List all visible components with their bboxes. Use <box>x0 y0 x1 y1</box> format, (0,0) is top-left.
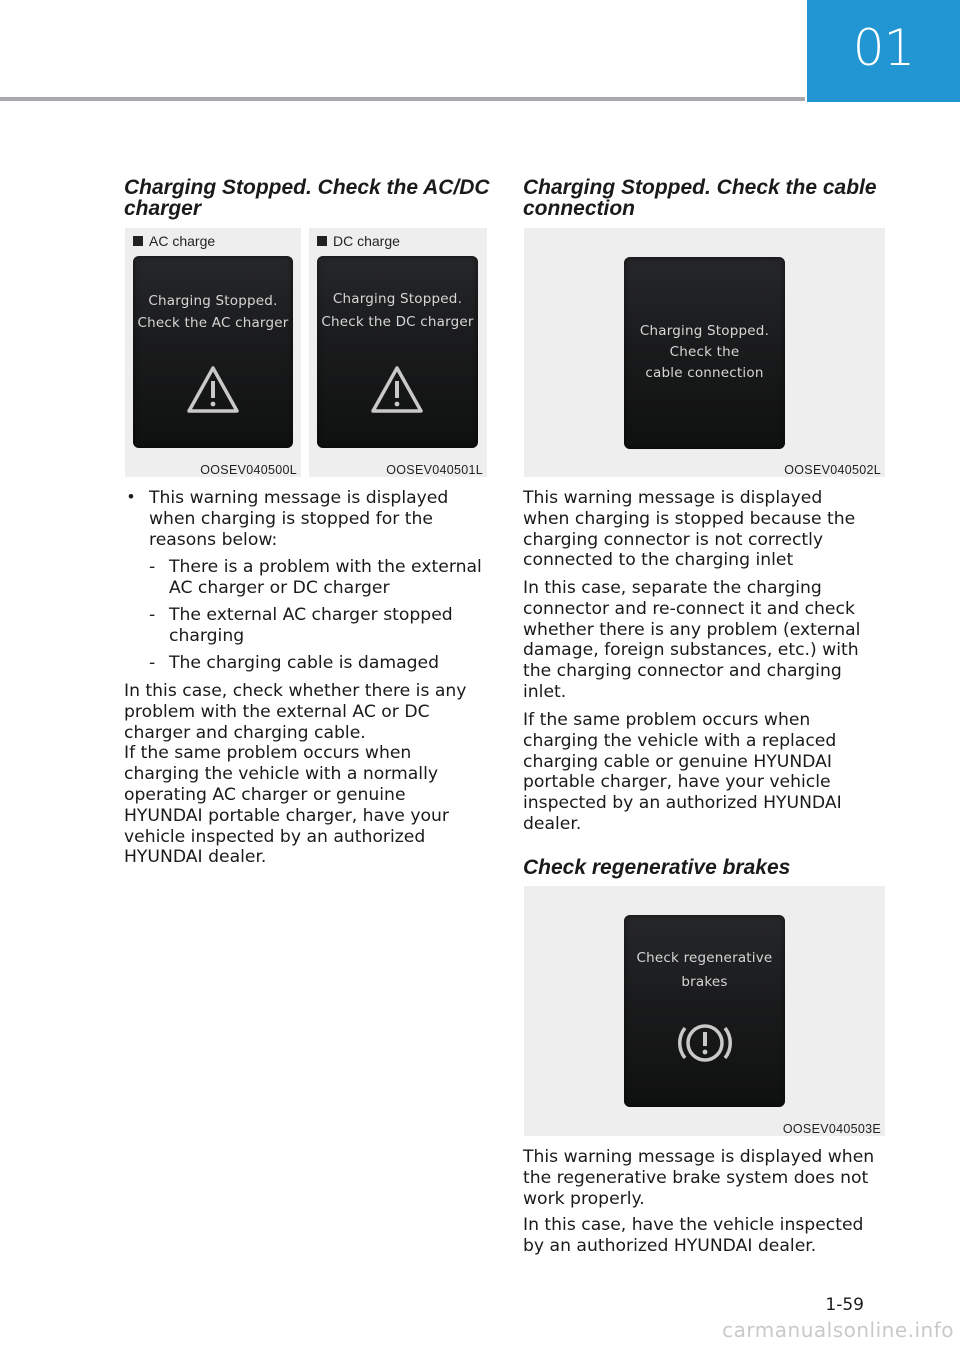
cluster-screen-dc <box>317 256 478 448</box>
sub-item-3: The charging cable is damaged <box>169 653 440 673</box>
square-bullet-icon <box>133 236 143 246</box>
bullet-icon: • <box>128 487 134 506</box>
screen-msg-line2: Check the AC charger <box>137 315 289 331</box>
figure-ac-charge <box>125 228 301 477</box>
figure-code: OOSEV040503E <box>782 1122 881 1136</box>
screen-msg-line1: Charging Stopped. <box>639 323 770 339</box>
section-heading-cable: Charging Stopped. Check the cable connection <box>523 176 877 220</box>
body-paragraph-3: If the same problem occurs when charging the vehicle with a replaced charging cable or genuine HYUNDAI portable charger, have your vehicle inspected by an authorized HYUNDAI dealer. <box>523 710 842 834</box>
figure-code: OOSEV040500L <box>200 463 297 477</box>
bullet-text: This warning message is displayed when charging is stopped for the reasons below: <box>149 488 449 550</box>
watermark: carmanualsonline.info <box>722 1318 954 1342</box>
dash-icon: - <box>149 557 156 577</box>
figure-label-ac: AC charge <box>133 233 215 249</box>
chapter-tab <box>807 0 960 102</box>
dash-icon: - <box>149 605 156 625</box>
chapter-number: 01 <box>852 19 915 77</box>
warning-triangle-icon <box>369 364 425 416</box>
warning-triangle-icon <box>185 364 241 416</box>
body-paragraph-1: This warning message is displayed when charging is stopped because the charging connector is not correctly connected to the charging inlet <box>523 488 856 571</box>
figure-cable-connection <box>524 228 885 477</box>
section-heading-acdc: Charging Stopped. Check the AC/DC charger <box>124 176 490 220</box>
dash-icon: - <box>149 653 156 673</box>
screen-msg-line2: Check the DC charger <box>321 314 474 330</box>
figure-regenerative-brakes <box>524 886 885 1136</box>
sub-item-1: There is a problem with the external AC charger or DC charger <box>169 557 482 598</box>
screen-msg-line1: Charging Stopped. <box>332 291 463 307</box>
header-rule <box>0 97 805 101</box>
screen-msg-line3: cable connection <box>645 365 764 381</box>
body-paragraph-left: In this case, check whether there is any problem with the external AC or DC charger and charging cable. If the same problem occurs when charging the vehicle with a normally operating AC charger or genuine HYUNDAI portable charger, have your vehicle inspected by an authorized HYUNDAI dealer. <box>124 681 467 868</box>
body-paragraph-5: In this case, have the vehicle inspected by an authorized HYUNDAI dealer. <box>523 1215 864 1256</box>
screen-msg-line1: Check regenerative <box>636 950 773 966</box>
figure-code: OOSEV040502L <box>784 463 881 477</box>
page-number: 1-59 <box>825 1295 864 1315</box>
screen-msg-line2: brakes <box>681 974 728 990</box>
figure-label-dc: DC charge <box>317 233 400 249</box>
square-bullet-icon <box>317 236 327 246</box>
figure-code: OOSEV040501L <box>386 463 483 477</box>
brake-warning-icon <box>676 1018 734 1068</box>
figure-dc-charge <box>309 228 487 477</box>
screen-msg-line1: Charging Stopped. <box>148 293 278 309</box>
body-paragraph-4: This warning message is displayed when the regenerative brake system does not work properly. <box>523 1147 875 1209</box>
cluster-screen-ac <box>133 256 293 448</box>
sub-item-2: The external AC charger stopped charging <box>169 605 453 646</box>
body-paragraph-2: In this case, separate the charging connector and re-connect it and check whether there is any problem (external damage, foreign substances, etc.) with the charging connector and charging inlet. <box>523 578 861 702</box>
screen-msg-line2: Check the <box>669 344 740 360</box>
section-heading-regen: Check regenerative brakes <box>523 856 791 879</box>
cluster-screen-cable <box>624 257 785 449</box>
cluster-screen-regen <box>624 915 785 1107</box>
